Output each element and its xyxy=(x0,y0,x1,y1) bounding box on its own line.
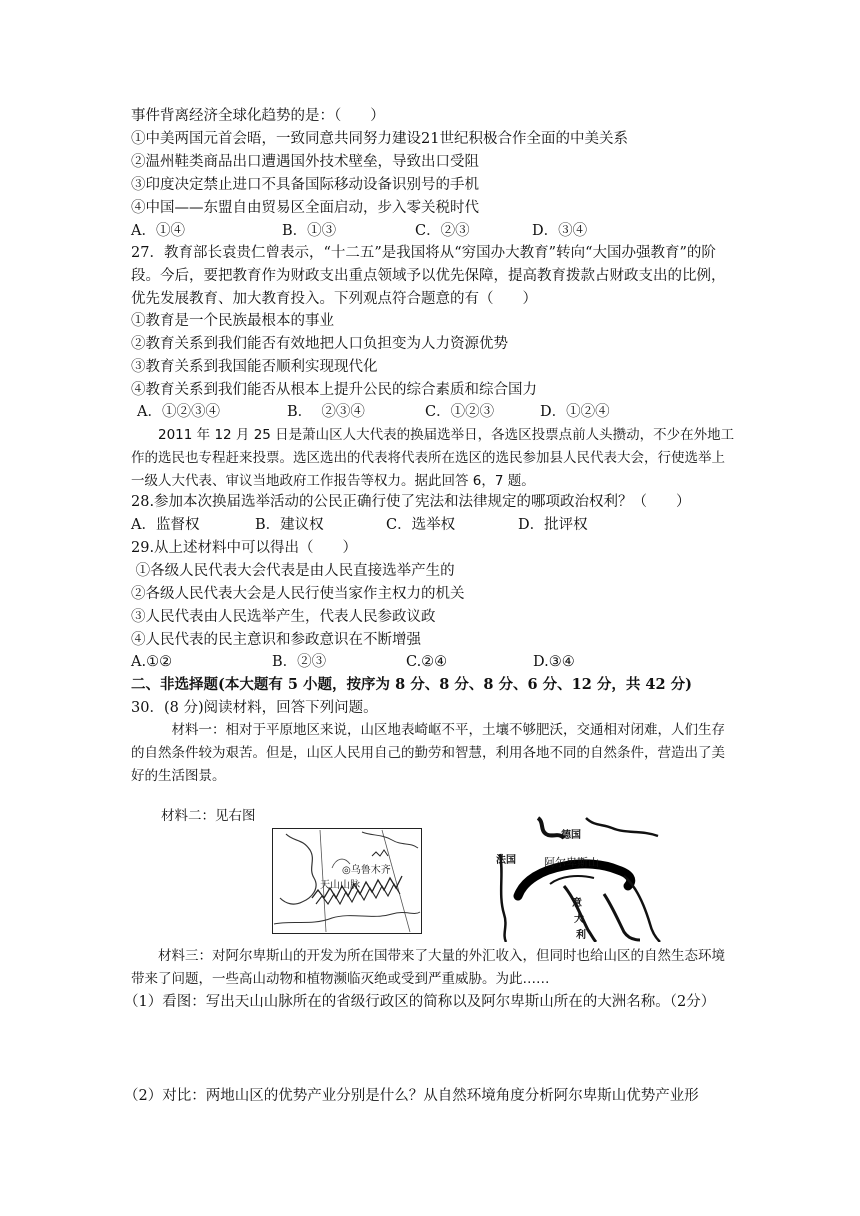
italy-label-3: 利 xyxy=(576,930,586,941)
q27-option-c: C．①②③ xyxy=(425,404,495,420)
france-label: 法国 xyxy=(496,855,516,866)
q27-item-3: ③教育关系到我国能否顺利实现现代化 xyxy=(131,359,378,375)
germany-label: 德国 xyxy=(561,830,581,841)
section-2-heading: 二、非选择题(本大题有 5 小题，按序为 8 分、8 分、8 分、6 分、12 分，共 42 分) xyxy=(131,676,693,693)
tianshan-range-label: 天山山脉 xyxy=(320,880,360,891)
q29-option-b: B．②③ xyxy=(272,654,327,670)
q29-option-c: C.②④ xyxy=(406,654,448,670)
tianshan-map xyxy=(272,828,422,934)
q30-sub-question-1: （1）看图：写出天山山脉所在的省级行政区的简称以及阿尔卑斯山所在的大洲名称。（2分） xyxy=(124,994,716,1010)
q29-item-1: ①各级人民代表大会代表是由人民直接选举产生的 xyxy=(131,563,455,579)
q30-stem: 30．(8 分)阅读材料，回答下列问题。 xyxy=(131,700,378,716)
q28-stem: 28.参加本次换届选举活动的公民正确行使了宪法和法律规定的哪项政治权利？（ ） xyxy=(131,494,691,510)
q26-item-1: ①中美两国元首会晤，一致同意共同努力建设21世纪积极合作全面的中美关系 xyxy=(131,131,628,147)
q30-material-3: 材料三：对阿尔卑斯山的开发为所在国带来了大量的外汇收入，但同时也给山区的自然生态环境带来了问题，一些高山动物和植物濒临灭绝或受到严重威胁。为此…… xyxy=(131,948,725,987)
q28-option-c: C．选举权 xyxy=(386,517,456,533)
q26-option-a: A．①④ xyxy=(131,223,185,239)
q27-option-d: D．①②④ xyxy=(540,404,610,420)
q27-item-4: ④教育关系到我们能否从根本上提升公民的综合素质和综合国力 xyxy=(131,382,537,398)
alps-map xyxy=(494,814,662,942)
urumqi-label: ◎乌鲁木齐 xyxy=(342,865,391,876)
q28-option-b: B．建议权 xyxy=(255,517,324,533)
q26-item-3: ③印度决定禁止进口不具备国际移动设备识别号的手机 xyxy=(131,177,479,193)
q27-stem: 27．教育部长袁贵仁曾表示，“十二五”是我国将从“穷国办大教育”转向“大国办强教育”的阶段。今后，要把教育作为财政支出重点领域予以优先保障，提高教育拨款占财政支出的比例，优先发展教育、加大教育投入。下列观点符合题意的有（ ） xyxy=(131,245,726,307)
q27-option-a: A．①②③④ xyxy=(137,404,220,420)
q30-sub-question-2: （2）对比：两地山区的优势产业分别是什么？从自然环境角度分析阿尔卑斯山优势产业形 xyxy=(124,1088,699,1104)
q29-item-2: ②各级人民代表大会是人民行使当家作主权力的机关 xyxy=(131,586,465,602)
q27-item-1: ①教育是一个民族最根本的事业 xyxy=(131,313,334,329)
q27-option-b: B． ②③④ xyxy=(287,404,365,420)
q28-option-a: A．监督权 xyxy=(131,517,200,533)
q29-item-3: ③人民代表由人民选举产生，代表人民参政议政 xyxy=(131,609,436,625)
alps-label: 阿尔卑斯山 xyxy=(544,856,599,869)
italy-label-1: 意 xyxy=(572,898,582,909)
q29-item-4: ④人民代表的民主意识和参政意识在不断增强 xyxy=(131,632,421,648)
italy-label-2: 大 xyxy=(574,914,584,925)
q29-option-a: A.①② xyxy=(131,654,173,670)
q27-item-2: ②教育关系到我们能否有效地把人口负担变为人力资源优势 xyxy=(131,336,508,352)
q26-option-b: B．①③ xyxy=(282,223,337,239)
q28-option-d: D．批评权 xyxy=(518,517,588,533)
q26-stem: 事件背离经济全球化趋势的是：（ ） xyxy=(131,108,385,124)
q26-option-d: D．③④ xyxy=(532,223,588,239)
q26-item-4: ④中国——东盟自由贸易区全面启动，步入零关税时代 xyxy=(131,200,479,216)
xiaoshan-election-material: 2011 年 12 月 25 日是萧山区人大代表的换届选举日，各选区投票点前人头攒动，不少在外地工作的选民也专程赶来投票。选区选出的代表将代表所在选区的选民参加县人民代表大会，行使选举上一级人大代表、审议当地政府工作报告等权力。据此回答 6，7 题。 xyxy=(131,427,735,489)
q26-option-c: C．②③ xyxy=(415,223,470,239)
q29-option-d: D.③④ xyxy=(533,654,575,670)
q30-material-2: 材料二：见右图 xyxy=(161,808,256,824)
q26-item-2: ②温州鞋类商品出口遭遇国外技术壁垒，导致出口受阻 xyxy=(131,154,479,170)
q30-material-1: 材料一：相对于平原地区来说，山区地表崎岖不平，土壤不够肥沃，交通相对闭难，人们生存的自然条件较为艰苦。但是，山区人民用自己的勤劳和智慧，利用各地不同的自然条件，营造出了美好的生活图景。 xyxy=(131,722,725,784)
q29-stem: 29.从上述材料中可以得出（ ） xyxy=(131,540,358,556)
